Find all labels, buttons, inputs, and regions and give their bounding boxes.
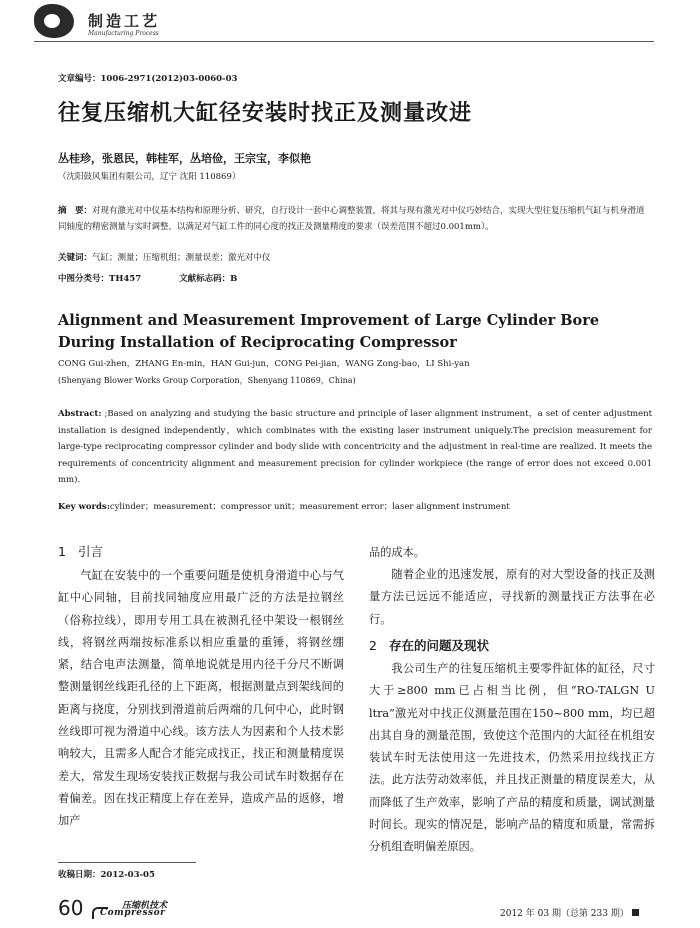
keywords-cn	[58, 251, 271, 263]
issue-mark-icon	[632, 909, 639, 916]
section-2-heading	[369, 636, 489, 654]
section-logo-highlight	[44, 14, 60, 28]
section-2-paragraph: 我公司生产的往复压缩机主要零件缸体的缸径，尺寸大于≥800 mm已占相当比例，但“RO-TALGN U ltra”激光对中找正仪测量范围在150~800 mm，均已超出其自身的测量范围，致使这个范围内的大缸径在机组安装试车时无法使用这一先进技术，仍然采用拉线找正方法。此方法劳动效率低，并且找正测量的精度误差大，从而降低了生产效率，影响了产品的精度和质量，调试测量时间长。现实的情况是，影响产品的精度和质量，常需拆分机组查明偏差原因。	[369, 662, 655, 854]
keywords-en	[58, 500, 510, 512]
keywords-cn-label: 关键词：	[58, 253, 93, 263]
magazine-logo	[92, 898, 182, 920]
abstract-en-text: ;Based on analyzing and studying the basic structure and principle of laser alignment instrument，a set of center adjustment installation is designed independently，which combinates with the existing laser instrument uniquely.The precision measurement for large-type reciprocating compressor cylinder and body slide with concentricity and the adjustment in real-time are realized. It meets the requirements of concentricity alignment and measurement precision for cylinder workpiece (the range of error does not exceed 0.001 mm).	[58, 409, 652, 485]
magazine-name-cn: 压缩机技术	[122, 901, 168, 911]
section-1-paragraph: 气缸在安装中的一个重要问题是使机身滑道中心与气缸中心同轴，目前找同轴度应用最广泛的方法是拉钢丝（俗称拉线），即用专用工具在被测孔径中架设一根钢丝线，将钢丝两端按标准系以相应重量的重锤，将钢丝绷紧，结合电声法测量，简单地说就是用内径千分尺不断调整测量钢丝线距孔径的上下距离，根据测量点到架线间的距离与挠度，分别找到滑道前后两端的几何中心，此时钢丝线即可视为滑道中心线。该方法人为因素和个人技术影响较大，且需多人配合才能完成找正，找正和测量精度误差大，常发生现场安装找正数据与我公司试车时数据存在着偏差。因在找正精度上存在差异，造成产品的返修，增加产	[58, 569, 344, 828]
section-2-number: 2	[369, 638, 377, 653]
section-1-number: 1	[58, 544, 66, 559]
header-divider	[34, 41, 654, 42]
classification-label: 中图分类号：	[58, 274, 110, 284]
section-1-title: 引言	[77, 544, 103, 559]
abstract-en-label: Abstract:	[58, 409, 102, 419]
authors-en: CONG Gui-zhen，ZHANG En-min，HAN Gui-jun，CONG Pei-jian，WANG Zong-bao，LI Shi-yan	[58, 359, 470, 369]
classification	[58, 272, 237, 284]
page-number: 60	[58, 896, 84, 920]
received-date: 收稿日期：2012-03-05	[58, 870, 155, 880]
keywords-en-text: cylinder；measurement；compressor unit；measurement error；laser alignment instrument	[109, 502, 510, 512]
page-title: 往复压缩机大缸径安装时找正及测量改进	[58, 100, 473, 126]
issue-info	[500, 906, 639, 919]
section-title: 制造工艺	[88, 12, 161, 30]
keywords-cn-text: 气缸；测量；压缩机组；测量误差；激光对中仪	[92, 253, 271, 263]
abstract-cn-label: 摘 要：	[58, 206, 93, 216]
affiliation-cn: （沈阳鼓风集团有限公司，辽宁 沈阳 110869）	[58, 172, 241, 182]
received-divider	[58, 862, 196, 863]
section-2-title: 存在的问题及现状	[388, 638, 489, 653]
section-1-heading	[58, 542, 103, 560]
article-number: 文章编号：1006-2971(2012)03-0060-03	[58, 74, 238, 84]
classification-value: TH457	[109, 274, 142, 284]
column-2-paragraph: 随着企业的迅速发展，原有的对大型设备的找正及测量方法已远远不能适应，寻找新的测量找正方法事在必行。	[369, 568, 655, 626]
abstract-cn-text: 对现有激光对中仪基本结构和原理分析、研究，自行设计一套中心调整装置，将其与现有激光对中仪巧妙结合，实现大型往复压缩机气缸与机身滑道同轴度的精密测量与实时调整，以满足对气缸工件的同心度的找正及测量精度的要求（误差范围不超过0.001mm）。	[58, 206, 645, 232]
keywords-en-label: Key words:	[58, 502, 110, 512]
authors-cn: 丛桂珍，张恩民，韩桂军，丛培俭，王宗宝，李似艳	[58, 152, 311, 165]
affiliation-en: (Shenyang Blower Works Group Corporation，Shenyang 110869，China)	[58, 376, 356, 385]
issue-text: 2012 年 03 期（总第 233 期）	[500, 909, 629, 919]
title-en: Alignment and Measurement Improvement of Large Cylinder Bore During Installation of Reciprocating Compressor	[58, 312, 600, 351]
magazine-name-en: Compressor	[100, 908, 166, 918]
abstract-en	[58, 406, 652, 489]
column-2-continuation: 品的成本。	[369, 546, 425, 559]
doc-code-value: B	[230, 274, 238, 284]
section-subtitle: Manufacturing Process	[88, 30, 159, 37]
doc-code-label: 文献标志码：	[179, 274, 231, 284]
abstract-cn	[58, 203, 648, 235]
